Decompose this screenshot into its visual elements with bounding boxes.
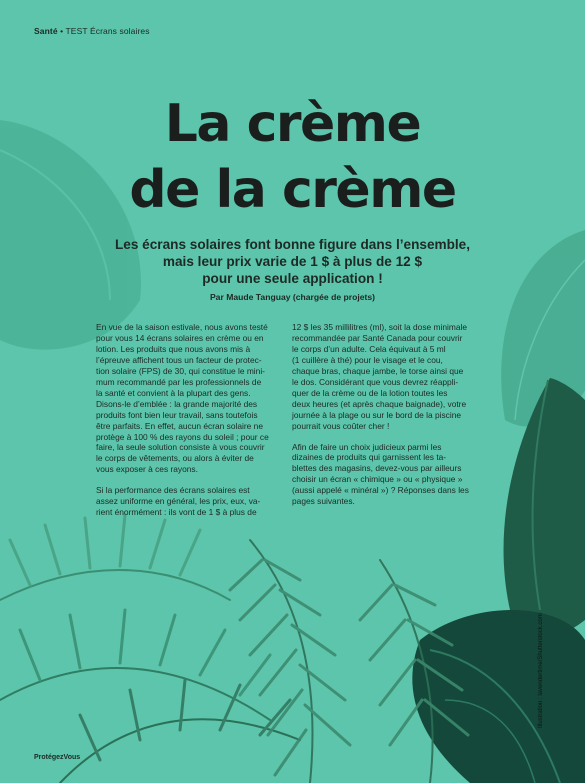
body-line: blettes des magasins, devez-vous par ailleurs: [292, 463, 462, 474]
body-line: lotion. Les produits que nous avons mis à: [96, 343, 251, 354]
illustration-credit: Illustration : lavendertime/Shutterstock.com: [538, 613, 544, 728]
deck-line: Les écrans solaires font bonne figure dans l’ensemble,: [114, 237, 471, 252]
section-header: [34, 26, 150, 36]
body-line: journée à la plage ou sur le bord de la piscine: [292, 409, 462, 420]
body-line: dizaines de produits qui garnissent les ta-: [292, 452, 447, 463]
header-separator: •: [60, 26, 64, 36]
body-line: Si la performance des écrans solaires est: [96, 485, 250, 496]
body-line: être parfaits. En effet, aucun écran solaire ne: [96, 420, 263, 431]
body-line: tion solaire (FPS) de 30, qui constitue le mini-: [96, 365, 265, 376]
body-line: faire, la seule solution consiste à vous couvrir: [96, 442, 265, 453]
body-line: le corps de vêtements, ou alors à éviter de: [96, 453, 254, 464]
deck-line: mais leur prix varie de 1 $ à plus de 12 $: [162, 254, 423, 269]
body-line: chaque bras, chaque jambe, le torse ainsi que: [292, 365, 464, 376]
section-topic: TEST Écrans solaires: [65, 26, 150, 36]
body-line: choisir un écran « chimique » ou « physique »: [292, 474, 463, 485]
body-line: le dos. Considérant que vous devrez réappli-: [292, 376, 459, 387]
body-line: produits font bien leur travail, sans toutefois: [96, 409, 258, 420]
body-line: En vue de la saison estivale, nous avons testé: [96, 322, 268, 332]
body-line: vous exposer à ces rayons.: [96, 464, 198, 475]
body-line: protège à 100 % des rayons du soleil ; pour ce: [96, 431, 269, 442]
deck: [60, 236, 525, 287]
body-line: Afin de faire un choix judicieux parmi les: [292, 441, 442, 452]
body-line: le corps d’un adulte. Cela équivaut à 5 ml: [292, 343, 446, 354]
body-line: assez uniforme en général, les prix, eux, va-: [96, 496, 261, 507]
body-line: pourrait vous coûter cher !: [292, 420, 390, 431]
byline: Par Maude Tanguay (chargée de projets): [209, 292, 376, 302]
article-column-1: [96, 322, 300, 518]
section-label: Santé: [34, 26, 58, 36]
body-line: quer de la crème ou de la lotion toutes les: [292, 387, 448, 398]
body-line: pages suivantes.: [292, 496, 355, 507]
title-line-2: de la crème: [129, 160, 456, 220]
body-line: deux heures (et après chaque baignade), votre: [292, 398, 467, 409]
body-line: la santé et convient à la plupart des gens.: [96, 387, 251, 398]
article-column-2: [292, 322, 496, 507]
left-leaf: [0, 120, 141, 350]
body-line: l’épreuve affichent tous un facteur de protec-: [96, 354, 262, 365]
body-line: (aussi appelé « minéral ») ? Réponses dans les: [292, 485, 469, 496]
body-line: (1 cuillère à thé) pour le visage et le cou,: [292, 354, 443, 365]
body-line: mum recommandé par les professionnels de: [96, 376, 262, 387]
body-line: rient énormément : ils vont de 1 $ à plus de: [96, 507, 257, 518]
footer-brand: ProtégezVous: [34, 754, 81, 761]
body-line: Disons-le d’emblée : la grande majorité des: [96, 398, 258, 409]
body-line: recommandée par Santé Canada pour couvrir: [292, 332, 463, 343]
body-line: 12 $ les 35 millilitres (ml), soit la dose minimale: [292, 322, 467, 332]
body-line: pour vous 14 écrans solaires en crème ou en: [96, 332, 264, 343]
title-line-1: La crème: [164, 94, 421, 154]
deck-line: pour une seule application !: [202, 271, 383, 286]
